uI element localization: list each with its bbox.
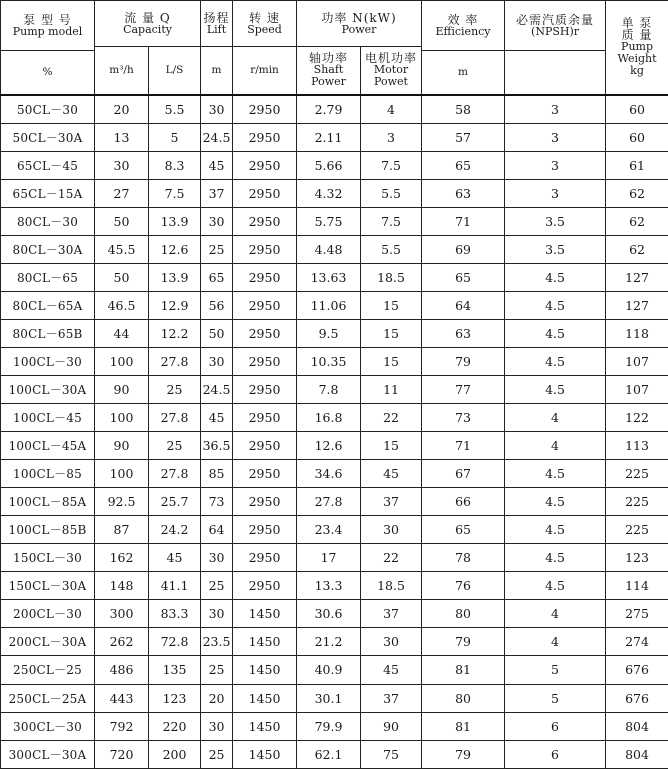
table-row <box>1 460 668 488</box>
cell-motor-power: 22 <box>361 544 422 572</box>
cell-shaft-power: 5.66 <box>297 151 361 179</box>
cell-motor-power: 11 <box>361 376 422 404</box>
cell-speed: 2950 <box>233 488 297 516</box>
cell-model: 80CL－65A <box>1 291 95 319</box>
table-body <box>1 95 668 769</box>
cell-weight: 225 <box>606 488 668 516</box>
cell-shaft-power: 4.32 <box>297 179 361 207</box>
cell-capacity-m3h: 46.5 <box>95 291 149 319</box>
cell-npsh: 4.5 <box>505 460 606 488</box>
cell-speed: 2950 <box>233 291 297 319</box>
cell-model: 300CL－30A <box>1 740 95 768</box>
cell-lift: 30 <box>201 600 233 628</box>
cell-efficiency: 63 <box>422 179 505 207</box>
cell-npsh: 4 <box>505 404 606 432</box>
cell-motor-power: 18.5 <box>361 572 422 600</box>
cell-model: 80CL－30 <box>1 207 95 235</box>
cell-npsh: 4.5 <box>505 544 606 572</box>
cell-capacity-m3h: 300 <box>95 600 149 628</box>
cell-capacity-ls: 5.5 <box>149 95 201 124</box>
cell-efficiency: 57 <box>422 123 505 151</box>
cell-lift: 50 <box>201 319 233 347</box>
cell-model: 50CL－30A <box>1 123 95 151</box>
cell-speed: 2950 <box>233 544 297 572</box>
cell-shaft-power: 27.8 <box>297 488 361 516</box>
cell-weight: 676 <box>606 656 668 684</box>
cell-speed: 2950 <box>233 404 297 432</box>
cell-weight: 62 <box>606 179 668 207</box>
cell-weight: 275 <box>606 600 668 628</box>
cell-capacity-ls: 135 <box>149 656 201 684</box>
cell-capacity-m3h: 148 <box>95 572 149 600</box>
cell-lift: 24.5 <box>201 123 233 151</box>
cell-speed: 2950 <box>233 123 297 151</box>
cell-efficiency: 63 <box>422 319 505 347</box>
cell-capacity-m3h: 45.5 <box>95 235 149 263</box>
cell-speed: 2950 <box>233 319 297 347</box>
cell-capacity-m3h: 90 <box>95 376 149 404</box>
cell-model: 80CL－65B <box>1 319 95 347</box>
cell-efficiency: 79 <box>422 628 505 656</box>
cell-efficiency: 76 <box>422 572 505 600</box>
cell-model: 80CL－30A <box>1 235 95 263</box>
cell-efficiency: 71 <box>422 432 505 460</box>
cell-lift: 56 <box>201 291 233 319</box>
cell-model: 150CL－30A <box>1 572 95 600</box>
table-row <box>1 263 668 291</box>
cell-shaft-power: 2.11 <box>297 123 361 151</box>
cell-capacity-ls: 25 <box>149 376 201 404</box>
cell-capacity-ls: 25.7 <box>149 488 201 516</box>
cell-motor-power: 45 <box>361 460 422 488</box>
unit-lift: m <box>201 47 233 95</box>
cell-shaft-power: 11.06 <box>297 291 361 319</box>
cell-motor-power: 30 <box>361 628 422 656</box>
cell-efficiency: 73 <box>422 404 505 432</box>
cell-motor-power: 90 <box>361 712 422 740</box>
cell-capacity-ls: 13.9 <box>149 207 201 235</box>
cell-model: 250CL－25 <box>1 656 95 684</box>
cell-shaft-power: 13.63 <box>297 263 361 291</box>
cell-npsh: 4.5 <box>505 488 606 516</box>
cell-speed: 1450 <box>233 740 297 768</box>
cell-lift: 45 <box>201 404 233 432</box>
cell-capacity-ls: 45 <box>149 544 201 572</box>
cell-capacity-ls: 27.8 <box>149 347 201 375</box>
cell-model: 100CL－30 <box>1 347 95 375</box>
cell-efficiency: 79 <box>422 347 505 375</box>
cell-speed: 1450 <box>233 684 297 712</box>
cell-efficiency: 78 <box>422 544 505 572</box>
cell-speed: 2950 <box>233 432 297 460</box>
table-row <box>1 656 668 684</box>
cell-npsh: 5 <box>505 684 606 712</box>
cell-capacity-m3h: 262 <box>95 628 149 656</box>
cell-lift: 25 <box>201 656 233 684</box>
cell-model: 50CL－30 <box>1 95 95 124</box>
cell-speed: 2950 <box>233 207 297 235</box>
cell-npsh: 6 <box>505 712 606 740</box>
cell-weight: 274 <box>606 628 668 656</box>
cell-lift: 30 <box>201 95 233 124</box>
cell-speed: 1450 <box>233 600 297 628</box>
cell-motor-power: 4 <box>361 95 422 124</box>
cell-speed: 1450 <box>233 628 297 656</box>
cell-speed: 2950 <box>233 151 297 179</box>
cell-efficiency: 64 <box>422 291 505 319</box>
table-row <box>1 319 668 347</box>
cell-motor-power: 18.5 <box>361 263 422 291</box>
cell-npsh: 5 <box>505 656 606 684</box>
cell-motor-power: 22 <box>361 404 422 432</box>
cell-lift: 30 <box>201 207 233 235</box>
cell-model: 200CL－30A <box>1 628 95 656</box>
cell-motor-power: 5.5 <box>361 235 422 263</box>
header-speed: 转 速 Speed <box>233 1 297 47</box>
cell-shaft-power: 40.9 <box>297 656 361 684</box>
table-row <box>1 712 668 740</box>
cell-capacity-ls: 5 <box>149 123 201 151</box>
unit-npsh: m <box>422 51 505 95</box>
cell-weight: 107 <box>606 376 668 404</box>
cell-motor-power: 37 <box>361 684 422 712</box>
cell-efficiency: 58 <box>422 95 505 124</box>
cell-shaft-power: 16.8 <box>297 404 361 432</box>
table-row <box>1 684 668 712</box>
cell-efficiency: 67 <box>422 460 505 488</box>
cell-motor-power: 15 <box>361 347 422 375</box>
cell-lift: 64 <box>201 516 233 544</box>
table-row <box>1 600 668 628</box>
cell-model: 150CL－30 <box>1 544 95 572</box>
cell-motor-power: 7.5 <box>361 151 422 179</box>
cell-speed: 2950 <box>233 95 297 124</box>
cell-motor-power: 5.5 <box>361 179 422 207</box>
cell-speed: 2950 <box>233 235 297 263</box>
cell-speed: 2950 <box>233 347 297 375</box>
cell-lift: 23.5 <box>201 628 233 656</box>
table-row <box>1 516 668 544</box>
cell-capacity-ls: 72.8 <box>149 628 201 656</box>
table-row <box>1 488 668 516</box>
header-capacity: 流 量 Q Capacity <box>95 1 201 47</box>
cell-lift: 85 <box>201 460 233 488</box>
cell-model: 100CL－85 <box>1 460 95 488</box>
cell-npsh: 3 <box>505 95 606 124</box>
cell-efficiency: 66 <box>422 488 505 516</box>
header-motor-power: 电机功率 Motor Powet <box>361 47 422 95</box>
cell-efficiency: 65 <box>422 516 505 544</box>
cell-weight: 60 <box>606 123 668 151</box>
cell-weight: 127 <box>606 263 668 291</box>
cell-model: 100CL－85A <box>1 488 95 516</box>
cell-npsh: 3 <box>505 123 606 151</box>
cell-speed: 2950 <box>233 179 297 207</box>
cell-lift: 36.5 <box>201 432 233 460</box>
cell-npsh: 4.5 <box>505 376 606 404</box>
cell-efficiency: 81 <box>422 712 505 740</box>
cell-npsh: 3.5 <box>505 235 606 263</box>
cell-efficiency: 71 <box>422 207 505 235</box>
cell-capacity-m3h: 92.5 <box>95 488 149 516</box>
unit-speed: r/min <box>233 47 297 95</box>
cell-lift: 30 <box>201 712 233 740</box>
cell-npsh: 4.5 <box>505 516 606 544</box>
cell-shaft-power: 34.6 <box>297 460 361 488</box>
table-row <box>1 628 668 656</box>
cell-shaft-power: 30.1 <box>297 684 361 712</box>
cell-motor-power: 37 <box>361 600 422 628</box>
cell-npsh: 4.5 <box>505 572 606 600</box>
cell-shaft-power: 4.48 <box>297 235 361 263</box>
cell-lift: 45 <box>201 151 233 179</box>
cell-lift: 20 <box>201 684 233 712</box>
cell-weight: 114 <box>606 572 668 600</box>
cell-lift: 25 <box>201 740 233 768</box>
cell-weight: 60 <box>606 95 668 124</box>
cell-capacity-m3h: 100 <box>95 404 149 432</box>
cell-npsh: 4.5 <box>505 347 606 375</box>
cell-capacity-ls: 12.6 <box>149 235 201 263</box>
cell-shaft-power: 7.8 <box>297 376 361 404</box>
cell-capacity-m3h: 44 <box>95 319 149 347</box>
cell-weight: 62 <box>606 207 668 235</box>
cell-weight: 676 <box>606 684 668 712</box>
cell-npsh: 4.5 <box>505 291 606 319</box>
cell-model: 100CL－85B <box>1 516 95 544</box>
header-lift: 扬程 Lift <box>201 1 233 47</box>
cell-shaft-power: 10.35 <box>297 347 361 375</box>
cell-efficiency: 80 <box>422 600 505 628</box>
cell-capacity-ls: 123 <box>149 684 201 712</box>
cell-shaft-power: 12.6 <box>297 432 361 460</box>
table-row <box>1 404 668 432</box>
cell-npsh: 4 <box>505 628 606 656</box>
cell-capacity-m3h: 27 <box>95 179 149 207</box>
header-efficiency: 效 率 Efficiency <box>422 1 505 51</box>
cell-capacity-m3h: 100 <box>95 460 149 488</box>
cell-npsh: 3.5 <box>505 207 606 235</box>
cell-capacity-ls: 13.9 <box>149 263 201 291</box>
cell-weight: 804 <box>606 712 668 740</box>
cell-weight: 113 <box>606 432 668 460</box>
header-shaft-power: 轴功率 Shaft Power <box>297 47 361 95</box>
cell-lift: 37 <box>201 179 233 207</box>
cell-weight: 118 <box>606 319 668 347</box>
cell-speed: 1450 <box>233 656 297 684</box>
cell-shaft-power: 21.2 <box>297 628 361 656</box>
cell-shaft-power: 62.1 <box>297 740 361 768</box>
cell-shaft-power: 2.79 <box>297 95 361 124</box>
table-row <box>1 347 668 375</box>
table-row <box>1 740 668 768</box>
unit-capacity-ls: L/S <box>149 47 201 95</box>
cell-weight: 225 <box>606 516 668 544</box>
cell-lift: 65 <box>201 263 233 291</box>
cell-npsh: 4.5 <box>505 319 606 347</box>
cell-model: 100CL－30A <box>1 376 95 404</box>
cell-motor-power: 75 <box>361 740 422 768</box>
header-pump-model: 泵 型 号 Pump model <box>1 1 95 51</box>
cell-model: 80CL－65 <box>1 263 95 291</box>
cell-motor-power: 30 <box>361 516 422 544</box>
cell-shaft-power: 17 <box>297 544 361 572</box>
cell-capacity-ls: 27.8 <box>149 460 201 488</box>
cell-efficiency: 65 <box>422 151 505 179</box>
table-row <box>1 123 668 151</box>
cell-capacity-ls: 25 <box>149 432 201 460</box>
table-row <box>1 179 668 207</box>
cell-weight: 123 <box>606 544 668 572</box>
table-row <box>1 207 668 235</box>
cell-shaft-power: 9.5 <box>297 319 361 347</box>
cell-speed: 2950 <box>233 460 297 488</box>
cell-motor-power: 15 <box>361 319 422 347</box>
cell-efficiency: 65 <box>422 263 505 291</box>
cell-speed: 2950 <box>233 263 297 291</box>
header-pump-weight: 单 泵 质 量 Pump Weight kg <box>606 1 668 95</box>
cell-model: 100CL－45A <box>1 432 95 460</box>
cell-motor-power: 45 <box>361 656 422 684</box>
cell-capacity-ls: 24.2 <box>149 516 201 544</box>
cell-capacity-ls: 12.9 <box>149 291 201 319</box>
cell-lift: 30 <box>201 347 233 375</box>
cell-speed: 2950 <box>233 376 297 404</box>
cell-weight: 122 <box>606 404 668 432</box>
cell-capacity-ls: 83.3 <box>149 600 201 628</box>
cell-lift: 30 <box>201 544 233 572</box>
cell-weight: 62 <box>606 235 668 263</box>
unit-efficiency: % <box>1 51 95 95</box>
cell-speed: 1450 <box>233 712 297 740</box>
cell-capacity-m3h: 443 <box>95 684 149 712</box>
cell-weight: 804 <box>606 740 668 768</box>
cell-capacity-m3h: 90 <box>95 432 149 460</box>
cell-efficiency: 77 <box>422 376 505 404</box>
cell-model: 65CL－15A <box>1 179 95 207</box>
cell-efficiency: 79 <box>422 740 505 768</box>
cell-motor-power: 3 <box>361 123 422 151</box>
cell-capacity-m3h: 87 <box>95 516 149 544</box>
table-row <box>1 95 668 124</box>
cell-npsh: 4 <box>505 432 606 460</box>
table-row <box>1 432 668 460</box>
cell-capacity-ls: 200 <box>149 740 201 768</box>
cell-capacity-ls: 7.5 <box>149 179 201 207</box>
cell-shaft-power: 13.3 <box>297 572 361 600</box>
table-row <box>1 572 668 600</box>
cell-shaft-power: 23.4 <box>297 516 361 544</box>
cell-capacity-m3h: 50 <box>95 207 149 235</box>
cell-capacity-m3h: 162 <box>95 544 149 572</box>
cell-model: 100CL－45 <box>1 404 95 432</box>
cell-efficiency: 69 <box>422 235 505 263</box>
cell-efficiency: 80 <box>422 684 505 712</box>
cell-weight: 225 <box>606 460 668 488</box>
cell-motor-power: 37 <box>361 488 422 516</box>
cell-lift: 25 <box>201 572 233 600</box>
cell-model: 300CL－30 <box>1 712 95 740</box>
cell-efficiency: 81 <box>422 656 505 684</box>
table-row <box>1 544 668 572</box>
cell-npsh: 3 <box>505 179 606 207</box>
cell-capacity-ls: 27.8 <box>149 404 201 432</box>
cell-shaft-power: 79.9 <box>297 712 361 740</box>
cell-capacity-m3h: 486 <box>95 656 149 684</box>
unit-capacity-m3h: m³/h <box>95 47 149 95</box>
cell-capacity-m3h: 13 <box>95 123 149 151</box>
header-npsh: 必需汽质余量 (NPSH)r <box>505 1 606 51</box>
table-row <box>1 151 668 179</box>
cell-model: 65CL－45 <box>1 151 95 179</box>
cell-capacity-m3h: 720 <box>95 740 149 768</box>
table-row <box>1 376 668 404</box>
cell-motor-power: 15 <box>361 432 422 460</box>
table-row <box>1 291 668 319</box>
cell-capacity-m3h: 30 <box>95 151 149 179</box>
cell-npsh: 4.5 <box>505 263 606 291</box>
cell-capacity-ls: 220 <box>149 712 201 740</box>
cell-weight: 61 <box>606 151 668 179</box>
cell-capacity-m3h: 792 <box>95 712 149 740</box>
cell-capacity-ls: 41.1 <box>149 572 201 600</box>
cell-speed: 2950 <box>233 516 297 544</box>
cell-capacity-ls: 12.2 <box>149 319 201 347</box>
cell-lift: 24.5 <box>201 376 233 404</box>
cell-npsh: 4 <box>505 600 606 628</box>
cell-weight: 107 <box>606 347 668 375</box>
header-power: 功率 N(kW) Power <box>297 1 422 47</box>
table-row <box>1 235 668 263</box>
cell-lift: 73 <box>201 488 233 516</box>
cell-shaft-power: 5.75 <box>297 207 361 235</box>
cell-lift: 25 <box>201 235 233 263</box>
cell-npsh: 6 <box>505 740 606 768</box>
cell-capacity-m3h: 50 <box>95 263 149 291</box>
cell-weight: 127 <box>606 291 668 319</box>
cell-capacity-m3h: 20 <box>95 95 149 124</box>
cell-model: 250CL－25A <box>1 684 95 712</box>
cell-model: 200CL－30 <box>1 600 95 628</box>
cell-motor-power: 15 <box>361 291 422 319</box>
cell-motor-power: 7.5 <box>361 207 422 235</box>
cell-speed: 2950 <box>233 572 297 600</box>
cell-capacity-m3h: 100 <box>95 347 149 375</box>
cell-npsh: 3 <box>505 151 606 179</box>
cell-shaft-power: 30.6 <box>297 600 361 628</box>
cell-capacity-ls: 8.3 <box>149 151 201 179</box>
